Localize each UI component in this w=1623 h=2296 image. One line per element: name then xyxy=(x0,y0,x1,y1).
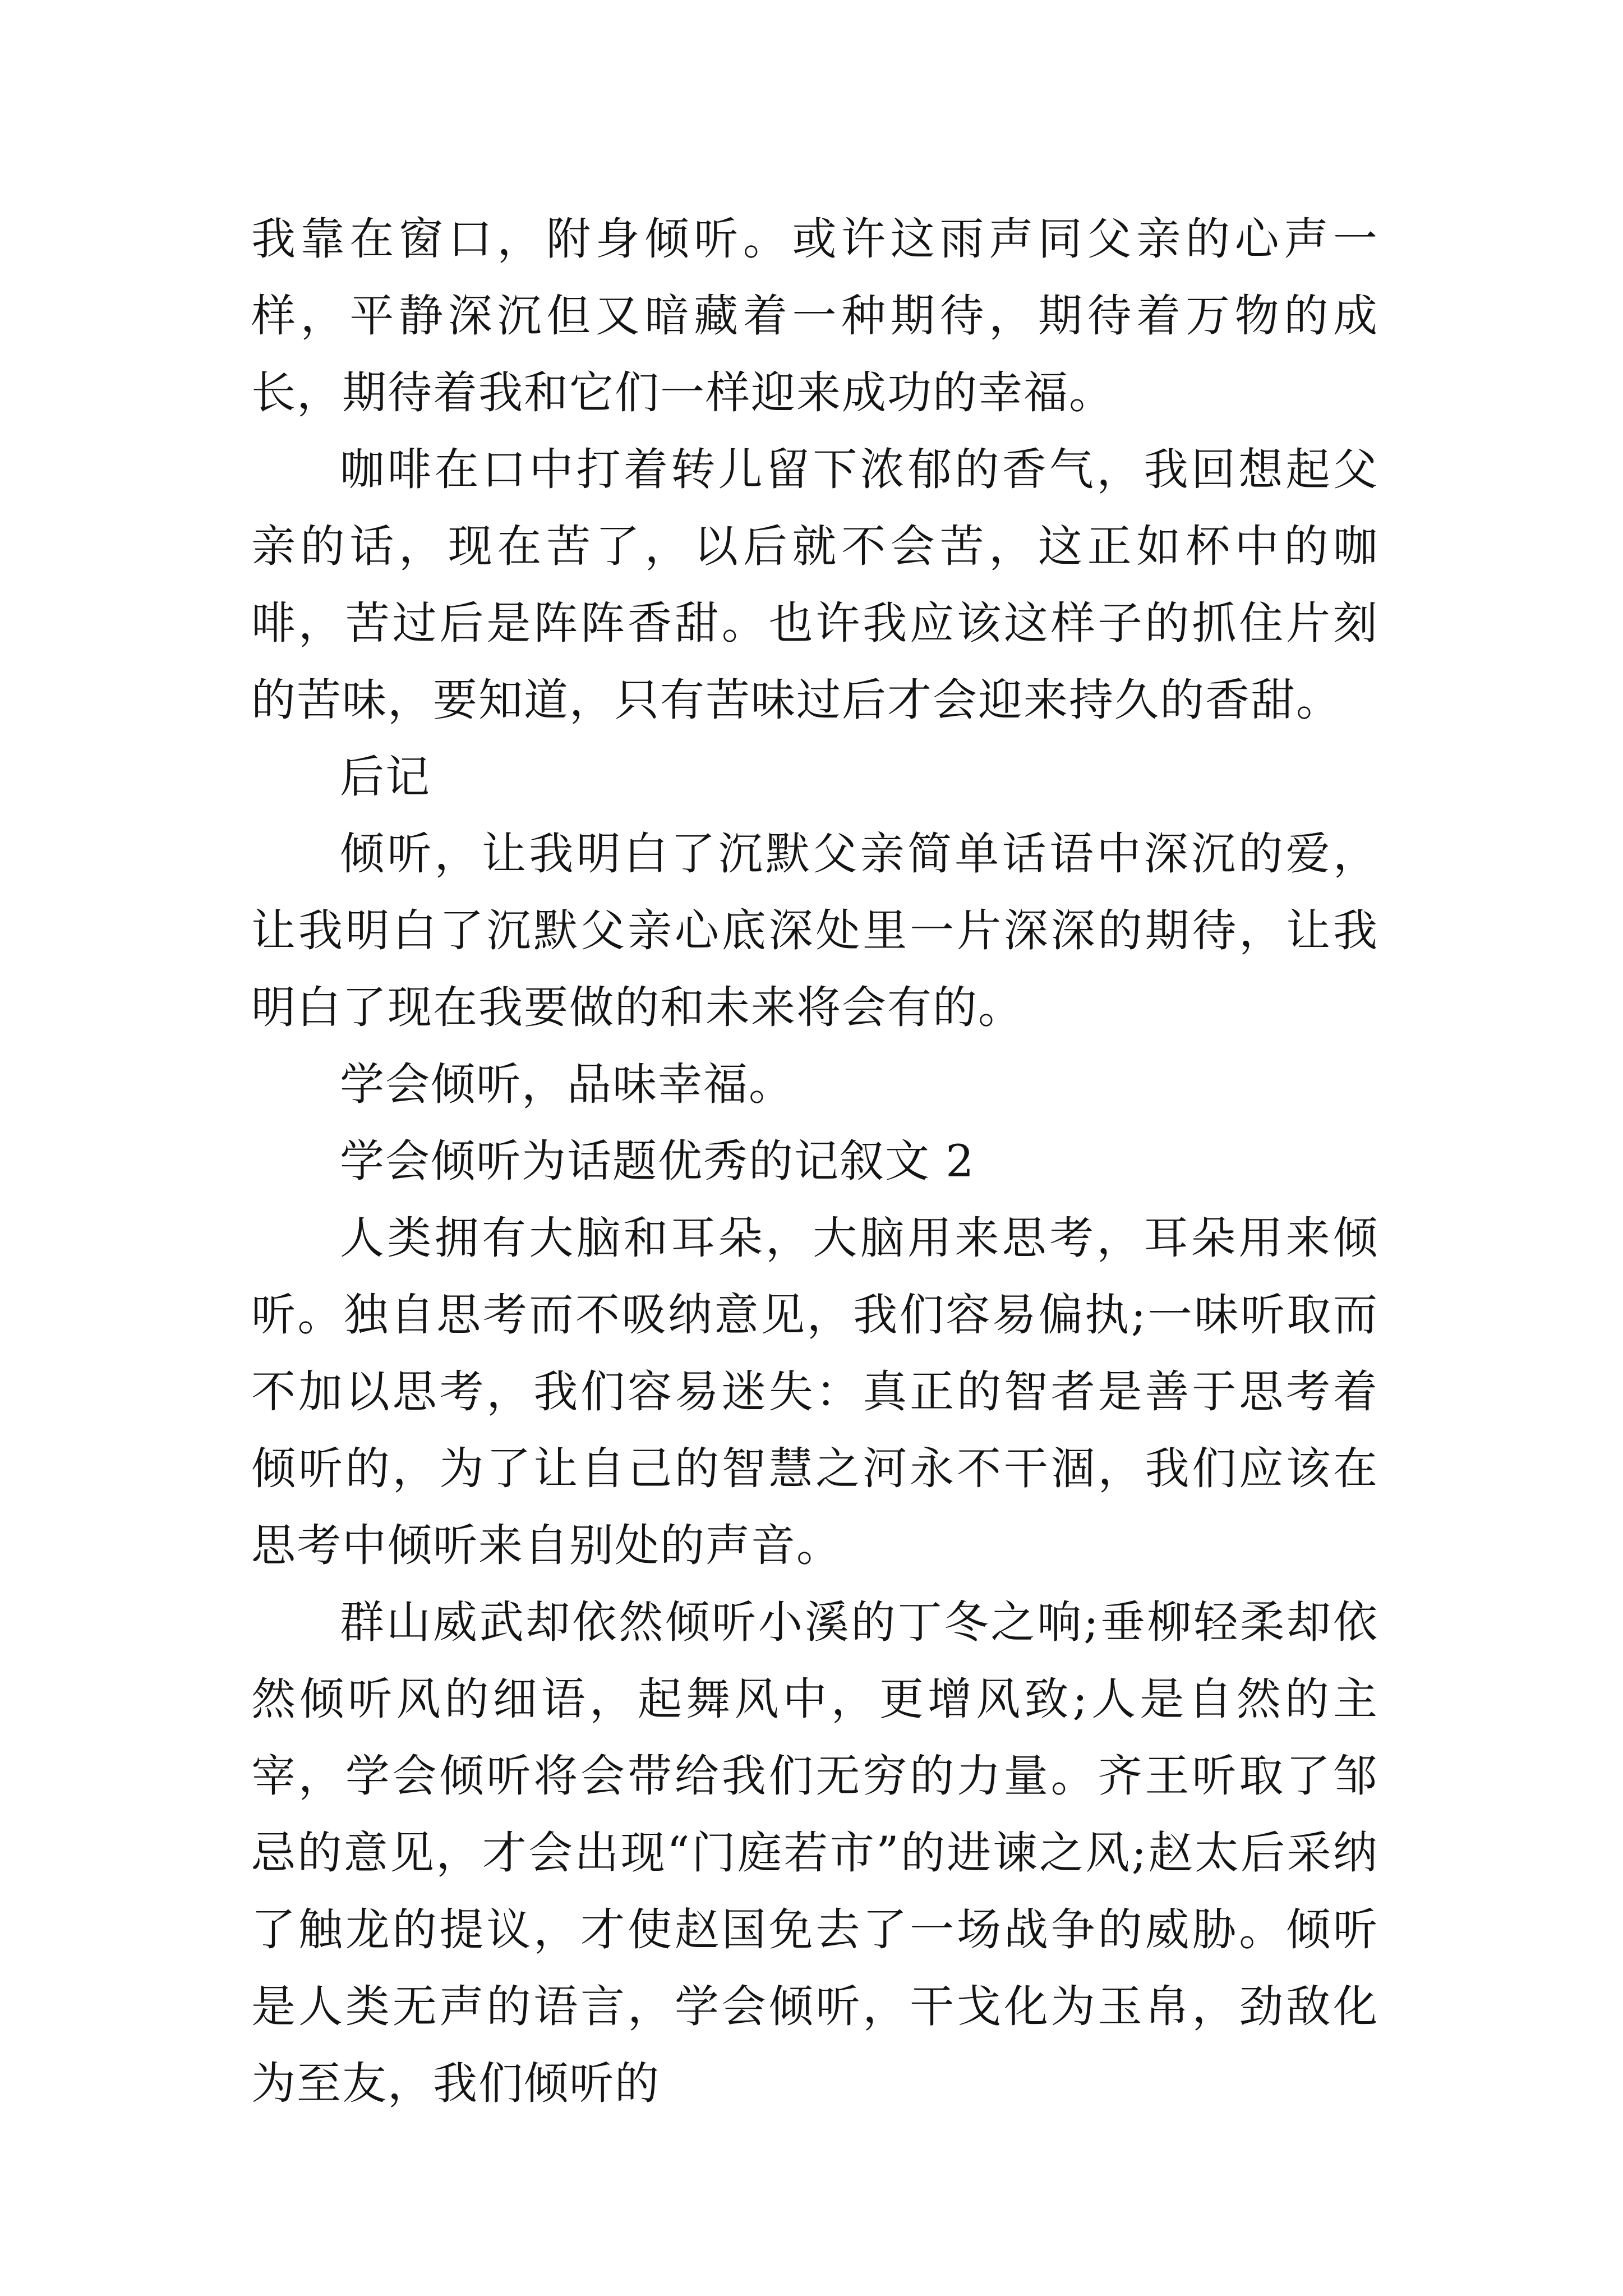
paragraph-5: 人类拥有大脑和耳朵，大脑用来思考，耳朵用来倾听。独自思考而不吸纳意见，我们容易偏执;一味听取而不加以思考，我们容易迷失：真正的智者是善于思考着倾听的，为了让自己的智慧之河永不干涸，我们应该在思考中倾听来自别处的声音。 xyxy=(251,1212,1378,1571)
paragraph-1: 我靠在窗口，附身倾听。或许这雨声同父亲的心声一样，平静深沉但又暗藏着一种期待，期待着万物的成长，期待着我和它们一样迎来成功的幸福。 xyxy=(251,213,1378,418)
essay-title: 学会倾听为话题优秀的记叙文 2 xyxy=(340,1135,975,1187)
paragraph-afterword-heading: 后记 xyxy=(340,751,431,803)
document-body xyxy=(251,201,1378,2122)
paragraph-2: 咖啡在口中打着转儿留下浓郁的香气，我回想起父亲的话，现在苦了，以后就不会苦，这正如杯中的咖啡，苦过后是阵阵香甜。也许我应该这样子的抓住片刻的苦味，要知道，只有苦味过后才会迎来持久的香甜。 xyxy=(251,444,1378,726)
paragraph-4: 学会倾听，品味幸福。 xyxy=(340,1059,794,1110)
paragraph-6: 群山威武却依然倾听小溪的丁冬之响;垂柳轻柔却依然倾听风的细语，起舞风中，更增风致;人是自然的主宰，学会倾听将会带给我们无穷的力量。齐王听取了邹忌的意见，才会出现“门庭若市”的进谏之风;赵太后采纳了触龙的提议，才使赵国免去了一场战争的威胁。倾听是人类无声的语言，学会倾听，干戈化为玉帛，劲敌化为至友，我们倾听的 xyxy=(251,1596,1378,2109)
paragraph-3: 倾听，让我明白了沉默父亲简单话语中深沉的爱，让我明白了沉默父亲心底深处里一片深深的期待，让我明白了现在我要做的和未来将会有的。 xyxy=(251,828,1378,1033)
